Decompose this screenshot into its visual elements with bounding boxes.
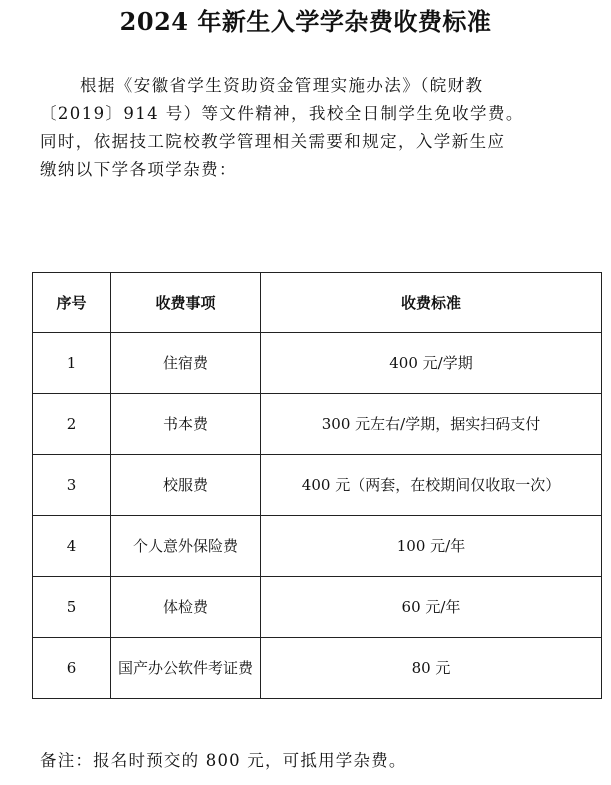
row-item: 国产办公软件考证费 <box>111 638 261 699</box>
table-header-row <box>33 273 602 333</box>
table-row <box>33 516 602 577</box>
table-row <box>33 333 602 394</box>
row-number: 5 <box>33 577 111 638</box>
row-standard: 400 元/学期 <box>261 333 602 394</box>
row-standard: 80 元 <box>261 638 602 699</box>
row-standard: 60 元/年 <box>261 577 602 638</box>
table-row <box>33 638 602 699</box>
row-item: 个人意外保险费 <box>111 516 261 577</box>
row-standard: 100 元/年 <box>261 516 602 577</box>
paragraph-line: 根据《安徽省学生资助资金管理实施办法》（皖财教 <box>80 76 484 95</box>
paragraph-line: 〔2019〕914 号）等文件精神，我校全日制学生免收学费。 <box>40 104 524 123</box>
row-item: 书本费 <box>111 394 261 455</box>
row-standard: 300 元左右/学期，据实扫码支付 <box>261 394 602 455</box>
row-number: 4 <box>33 516 111 577</box>
row-standard: 400 元（两套，在校期间仅收取一次） <box>261 455 602 516</box>
intro-paragraph <box>40 72 588 184</box>
row-number: 2 <box>33 394 111 455</box>
table-row <box>33 577 602 638</box>
table-row <box>33 455 602 516</box>
paragraph-line: 同时，依据技工院校教学管理相关需要和规定，入学新生应 <box>40 132 506 151</box>
table-row <box>33 394 602 455</box>
row-number: 1 <box>33 333 111 394</box>
header-item: 收费事项 <box>111 273 261 333</box>
header-standard: 收费标准 <box>261 273 602 333</box>
row-number: 3 <box>33 455 111 516</box>
row-item: 住宿费 <box>111 333 261 394</box>
page-title: 2024 年新生入学学杂费收费标准 <box>119 7 492 36</box>
footnote: 备注：报名时预交的 800 元，可抵用学杂费。 <box>40 751 407 770</box>
fee-table <box>32 272 602 699</box>
row-item: 体检费 <box>111 577 261 638</box>
header-number: 序号 <box>33 273 111 333</box>
paragraph-line: 缴纳以下学各项学杂费： <box>40 160 237 179</box>
row-number: 6 <box>33 638 111 699</box>
row-item: 校服费 <box>111 455 261 516</box>
